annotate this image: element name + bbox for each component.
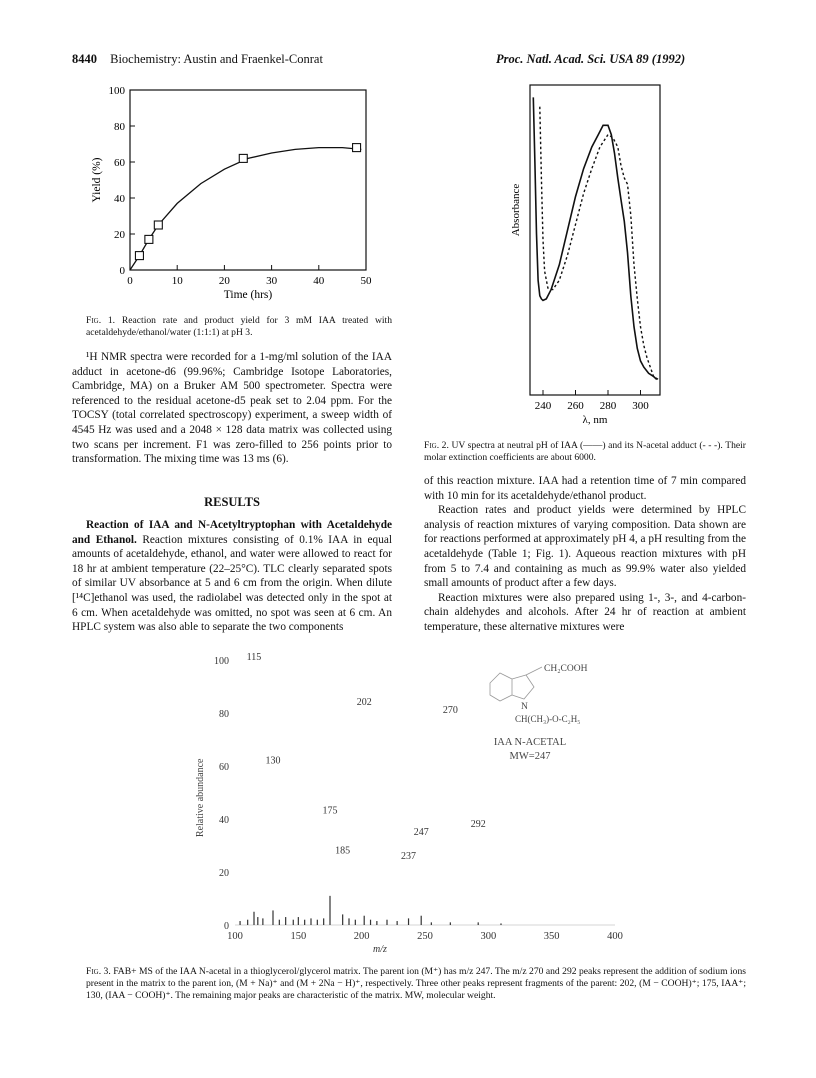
y-tick-label: 100 (108, 85, 125, 97)
page-number: 8440 (72, 52, 97, 66)
data-point (135, 252, 143, 260)
figure-1-yield-chart (72, 80, 392, 310)
x-tick-label: 50 (360, 275, 372, 287)
x-tick-label: 10 (171, 275, 183, 287)
x-tick-label: 150 (290, 931, 307, 942)
header-title: Biochemistry: Austin and Fraenkel-Conrat (110, 52, 323, 66)
y-tick-label: 60 (114, 157, 125, 169)
iaa-spectrum-line (533, 97, 657, 379)
y-tick-label: 80 (114, 121, 125, 133)
y-axis-label: Absorbance (510, 183, 522, 237)
peak-label: 270 (442, 705, 458, 716)
caption-label: Fig. 2. (424, 440, 449, 451)
right-column (424, 474, 746, 635)
structure-name: IAA N-ACETAL (493, 737, 567, 748)
y-tick-label: 0 (119, 265, 125, 277)
x-tick-label: 240 (534, 400, 552, 412)
x-tick-label: 40 (313, 275, 325, 287)
peak-label: 185 (335, 845, 351, 857)
reaction-heading: Reaction of IAA and N-Acetyltryptophan with Acetaldehyde and Ethanol. (72, 519, 392, 546)
y-axis-label: Yield (%) (91, 157, 103, 203)
caption-text: UV spectra at neutral pH of IAA (——) and its N-acetal adduct (- - -). Their molar extinction coefficients are about 6000. (424, 440, 746, 464)
x-axis-label: m/z (373, 944, 387, 955)
journal-citation: Proc. Natl. Acad. Sci. USA 89 (1992) (496, 52, 686, 66)
acetal-spectrum-line (540, 107, 659, 380)
data-point (154, 221, 162, 229)
x-tick-label: 30 (266, 275, 278, 287)
x-tick-label: 20 (218, 275, 230, 287)
y-tick-label: 40 (114, 193, 125, 205)
plot-frame (130, 90, 366, 270)
indole-pyrrole-ring (512, 675, 534, 699)
figure-3-caption (86, 966, 746, 1003)
x-axis-label: Time (hrs) (223, 289, 273, 301)
y-tick-label: 60 (219, 762, 229, 773)
y-tick-label: 80 (219, 709, 229, 720)
figure-1-caption (86, 315, 392, 339)
caption-label: Fig. 1. (86, 315, 116, 326)
y-axis-label: Relative abundance (195, 758, 206, 838)
reaction-rates-paragraph: Reaction rates and product yields were determined by HPLC analysis of reaction mixtures of varying composition. Data shown are for reactions performed at approximately pH 4, a pH resulting from the acetaldehyde (Table 1; Fig. 1). Aqueous reaction mixtures with pH from 5 to 7.4 and containing as much as 99.9% water also yielded small amounts of product after a few days. (424, 504, 746, 590)
data-point (353, 144, 361, 152)
caption-text: Reaction rate and product yield for 3 mM IAA treated with acetaldehyde/ethanol/water (1:1:1) at pH 3. (86, 315, 393, 339)
peak-label: 115 (246, 652, 262, 663)
y-tick-label: 20 (219, 868, 229, 879)
figure-3-mass-spectrum (190, 650, 670, 960)
y-tick-label: 20 (114, 229, 125, 241)
x-tick-label: 350 (543, 931, 560, 942)
left-column (72, 350, 392, 467)
caption-text: FAB+ MS of the IAA N-acetal in a thioglycerol/glycerol matrix. The parent ion (M⁺) has m/z 247. The m/z 270 and 292 peaks represent the addition of sodium ions present in the matrix to the parent ion, (M + Na)⁺ and (M + 2Na − H)⁺, respectively. Three other peaks represent fragments of the parent: 202, (M − COOH)⁺; 175, IAA⁺; 130, (IAA − COOH)⁺. The remaining major peaks are characteristic of the matrix. MW, molecular weight. (86, 966, 746, 1002)
molecular-weight: MW=247 (509, 751, 551, 762)
y-tick-label: 0 (224, 921, 229, 932)
indole-benzene-ring (490, 673, 512, 701)
y-tick-label: 100 (214, 656, 229, 667)
x-tick-label: 250 (417, 931, 433, 942)
reaction-text: Reaction mixtures consisting of 0.1% IAA in equal amounts of acetaldehyde, ethanol, and water were allowed to react for 18 hr at ambient temperature (22–25°C). TLC clearly separated spots of similar UV absorbance at 5 and 6 cm from the origin. When dilute [¹⁴C]ethanol was used, the radiolabel was detected only in the spot at 6 cm. When acetaldehyde was omitted, no spot was seen at 6 cm. An HPLC system was also able to separate the two components (72, 533, 392, 634)
peak-label: 292 (470, 818, 486, 830)
x-tick-label: 260 (567, 400, 584, 412)
figure-2-caption (424, 440, 746, 464)
x-axis-label: λ, nm (582, 414, 608, 426)
peak-label: 247 (413, 826, 429, 838)
figure-2-uv-spectra (505, 80, 665, 480)
structure-nitrogen: N (521, 702, 528, 712)
structure-acid-group: CH₂COOH (544, 664, 588, 674)
results-heading: RESULTS (204, 495, 260, 509)
side-chain-bond (526, 667, 542, 675)
x-tick-label: 400 (607, 931, 623, 942)
caption-label: Fig. 3. (86, 966, 111, 977)
data-point (239, 154, 247, 162)
running-header-left (72, 52, 323, 67)
fit-curve (130, 148, 361, 270)
x-tick-label: 280 (599, 400, 617, 412)
x-tick-label: 100 (227, 931, 243, 942)
x-tick-label: 300 (480, 931, 497, 942)
reaction-section (72, 518, 392, 635)
peak-label: 130 (265, 755, 281, 767)
x-tick-label: 300 (632, 400, 649, 412)
nmr-paragraph: ¹H NMR spectra were recorded for a 1-mg/ml solution of the IAA adduct in acetone-d6 (99.96%; Cambridge Isotope Laboratories, Cambridge, MA) on a Bruker AM 500 spectrometer. Spectra were referenced to the residual acetone-d5 peak set to 2.04 ppm. For the TOCSY (total correlated spectroscopy) experiment, a sweep width of 4545 Hz was used and a 2048 × 128 data matrix was collected using two scans per increment. F1 was zero-filled to 256 points prior to transformation. The mixing time was 13 ms (6). (72, 351, 392, 466)
y-tick-label: 40 (219, 815, 229, 826)
aldehydes-paragraph: Reaction mixtures were also prepared using 1-, 3-, and 4-carbon-chain aldehydes and alcohols. After 24 hr of reaction at ambient temperature, these alternative mixtures were (424, 591, 746, 633)
data-point (145, 235, 153, 243)
peak-label: 175 (322, 805, 338, 817)
plot-frame (530, 85, 660, 395)
retention-paragraph: of this reaction mixture. IAA had a retention time of 7 min compared with 10 min for its acetaldehyde/ethanol product. (424, 475, 746, 502)
peak-label: 202 (356, 697, 372, 709)
peak-label: 237 (401, 850, 417, 862)
x-tick-label: 0 (127, 275, 133, 287)
x-tick-label: 200 (353, 931, 370, 942)
structure-acetal-group: CH(CH₃)-O-C₂H₅ (515, 714, 581, 724)
